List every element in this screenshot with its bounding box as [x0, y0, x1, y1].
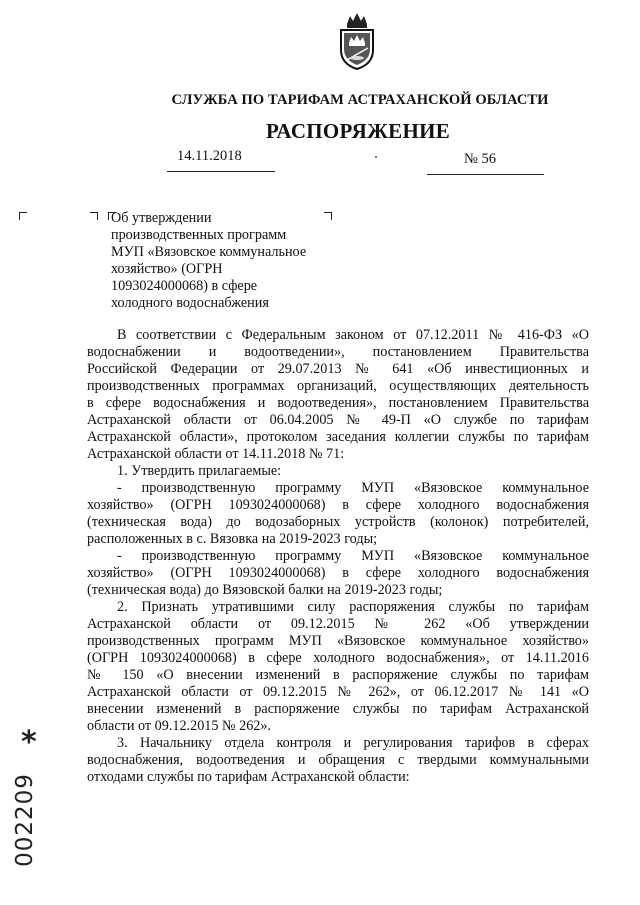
- scan-speck: [375, 156, 377, 158]
- item-2-line: внесении изменений в распоряжение службы по тарифам Астраханской: [87, 701, 589, 717]
- item-3-line: отходами службы по тарифам Астраханской области:: [87, 769, 410, 785]
- corner-mark-left-open: [19, 212, 27, 220]
- item-1a-line: - производственную программу МУП «Вязовское коммунальное: [117, 480, 589, 496]
- corner-mark-left-close: [90, 212, 98, 220]
- margin-asterisk: *: [21, 725, 37, 760]
- margin-registration-number: [8, 770, 42, 870]
- item-2-line: Астраханской области от 09.12.2015 № 262 «Об утверждении: [87, 616, 589, 632]
- document-number: № 56: [464, 151, 496, 167]
- preamble-line: Астраханской области от 14.11.2018 № 71:: [87, 446, 345, 462]
- subject-line: холодного водоснабжения: [111, 295, 269, 311]
- number-underline: [427, 174, 544, 175]
- document-body: [87, 327, 589, 786]
- document-date: 14.11.2018: [177, 148, 242, 164]
- date-underline: [167, 171, 275, 172]
- item-1b-line: - производственную программу МУП «Вязовское коммунальное: [117, 548, 589, 564]
- preamble-line: Российской Федерации от 29.07.2013 № 641 «Об инвестиционных и: [87, 361, 589, 377]
- organization-name: СЛУЖБА ПО ТАРИФАМ АСТРАХАНСКОЙ ОБЛАСТИ: [171, 92, 549, 108]
- subject-line: 1093024000068) в сфере: [111, 278, 258, 294]
- item-1a-line: расположенных в с. Вязовка на 2019-2023 годы;: [87, 531, 378, 547]
- preamble-line: в сфере водоснабжения и водоотведения», постановлением Правительства: [87, 395, 589, 411]
- document-type: РАСПОРЯЖЕНИЕ: [265, 119, 451, 143]
- preamble-line: Астраханской области», протоколом заседания коллегии службы по тарифам: [87, 429, 589, 445]
- item-2-line: № 150 «О внесении изменений в распоряжение службы по тарифам: [87, 667, 589, 683]
- preamble-line: В соответствии с Федеральным законом от 07.12.2011 № 416-ФЗ «О: [117, 327, 589, 343]
- item-3-line: 3. Начальнику отдела контроля и регулирования тарифов в сферах: [117, 735, 589, 751]
- item-3-line: водоснабжения, водоотведения и обращения с твердыми коммунальными: [87, 752, 589, 768]
- item-1b-line: (техническая вода) до Вязовской балки на 2019-2023 годы;: [87, 582, 443, 598]
- coat-of-arms-icon: [333, 10, 381, 72]
- item-2-line: области от 09.12.2015 № 262».: [87, 718, 272, 734]
- subject-line: МУП «Вязовское коммунальное: [111, 244, 307, 260]
- subject-block: [111, 210, 351, 312]
- item-1-heading: 1. Утвердить прилагаемые:: [117, 463, 282, 479]
- subject-line: производственных программ: [111, 227, 287, 243]
- item-2-line: (ОГРН 1093024000068) в сфере холодного водоснабжения», от 14.11.2016: [87, 650, 589, 666]
- item-1a-line: хозяйство» (ОГРН 1093024000068) в сфере холодного водоснабжения: [87, 497, 589, 513]
- preamble-line: водоснабжении и водоотведении», постановлением Правительства: [87, 344, 589, 360]
- subject-line: Об утверждении: [111, 210, 212, 226]
- item-2-line: 2. Признать утратившими силу распоряжения службы по тарифам: [117, 599, 589, 615]
- item-2-line: производственных программ МУП «Вязовское коммунальное хозяйство»: [87, 633, 589, 649]
- subject-line: хозяйство» (ОГРН: [111, 261, 223, 277]
- item-1a-line: (техническая вода) до водозаборных устройств (колонок) потребителей,: [87, 514, 589, 530]
- item-1b-line: хозяйство» (ОГРН 1093024000068) в сфере холодного водоснабжения: [87, 565, 589, 581]
- item-2-line: Астраханской области от 09.12.2015 № 262», от 06.12.2017 № 141 «О: [87, 684, 589, 700]
- preamble-line: производственных программах организаций, осуществляющих деятельность: [87, 378, 589, 394]
- preamble-line: Астраханской области от 06.04.2005 № 49-П «О службе по тарифам: [87, 412, 589, 428]
- margin-registration-number-text: 002209: [12, 773, 38, 867]
